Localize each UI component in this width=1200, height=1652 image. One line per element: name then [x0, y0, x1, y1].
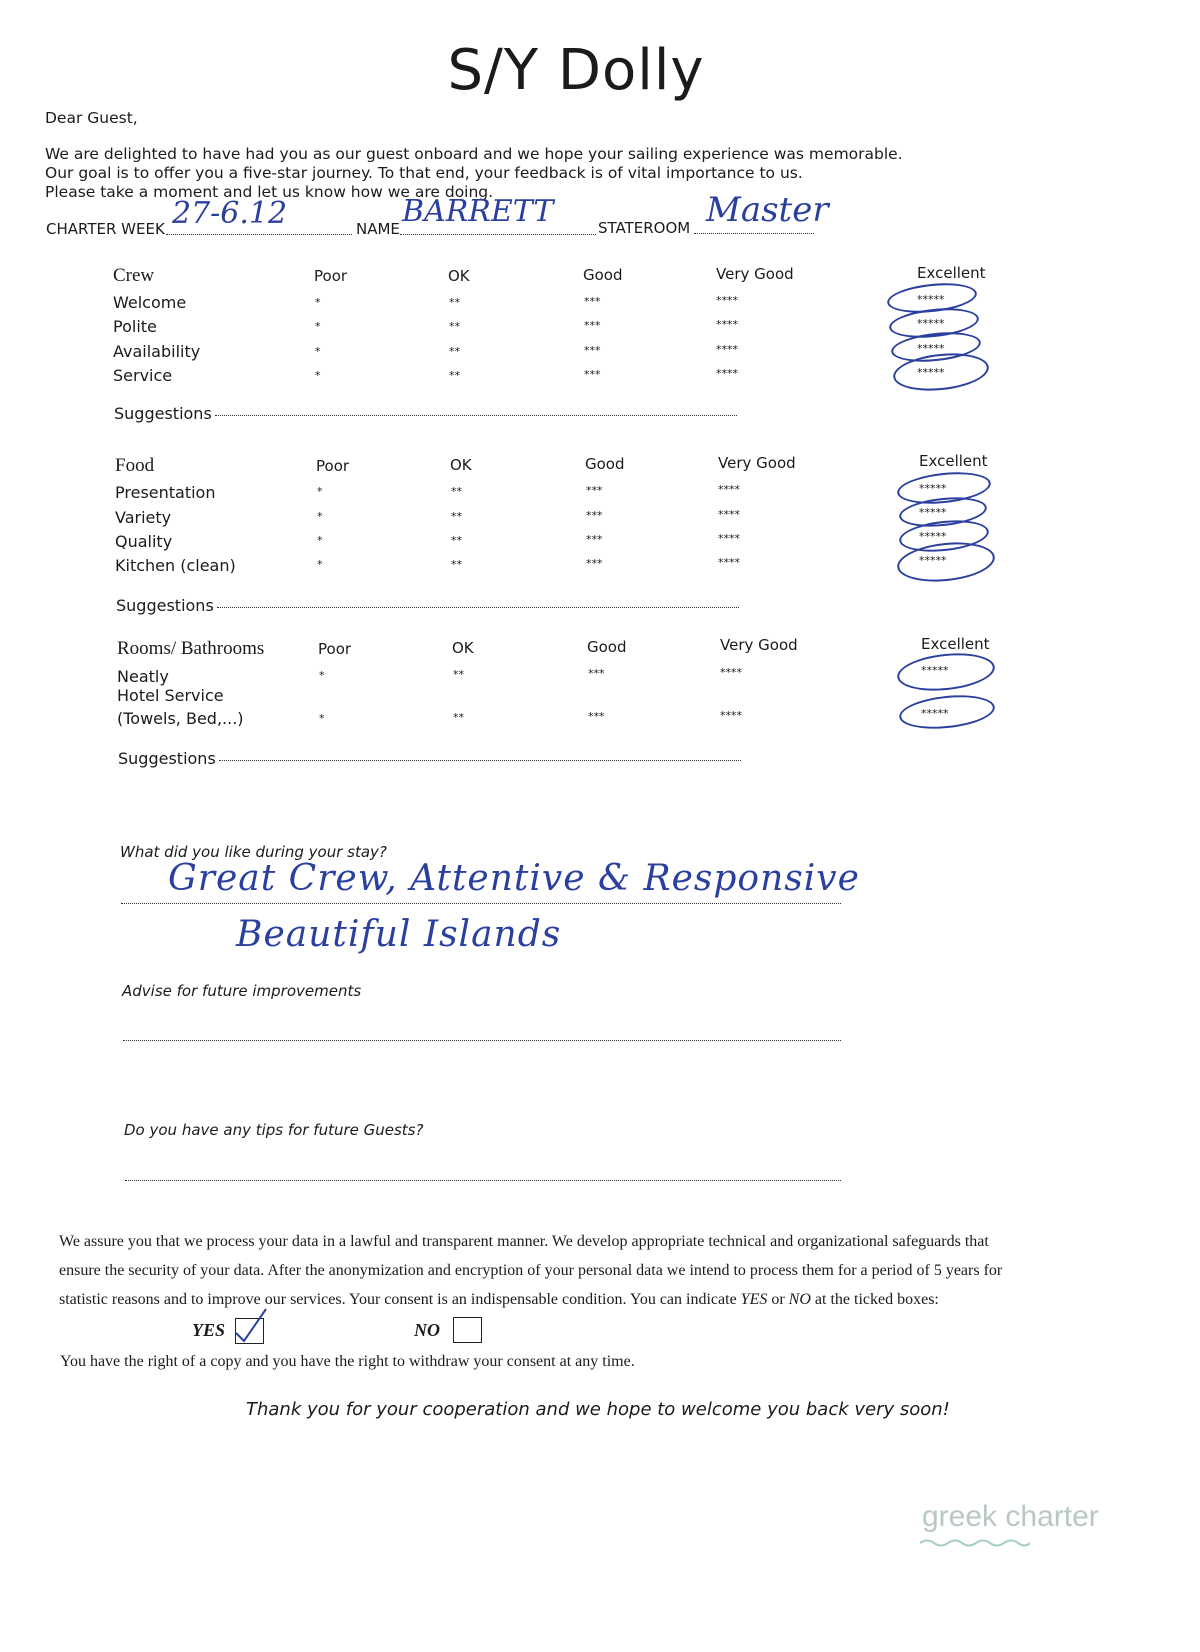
rating-poor[interactable]: * — [319, 712, 325, 725]
row-label: Quality — [115, 532, 173, 551]
rating-poor[interactable]: * — [317, 534, 323, 547]
col-very-good: Very Good — [720, 636, 798, 654]
rating-very-good[interactable]: **** — [716, 318, 738, 331]
yes-checkbox[interactable] — [235, 1318, 264, 1344]
rating-good[interactable]: *** — [584, 368, 601, 381]
rating-ok[interactable]: ** — [449, 320, 460, 333]
suggestions-line[interactable] — [219, 760, 741, 761]
col-good: Good — [583, 266, 623, 284]
rating-excellent[interactable]: ***** — [917, 342, 945, 355]
rating-ok[interactable]: ** — [453, 668, 464, 681]
rating-poor[interactable]: * — [317, 510, 323, 523]
stateroom-value[interactable]: Master — [706, 190, 829, 230]
name-label: NAME — [356, 220, 400, 238]
rating-good[interactable]: *** — [586, 484, 603, 497]
liked-answer-line-1[interactable]: Great Crew, Attentive & Responsive — [168, 858, 860, 899]
rating-ok[interactable]: ** — [451, 485, 462, 498]
intro-line-2: Our goal is to offer you a five-star journey. To that end, your feedback is of vital importance to us. — [45, 164, 803, 182]
consent-or-word: or — [771, 1291, 785, 1308]
rating-excellent[interactable]: ***** — [919, 554, 947, 567]
col-very-good: Very Good — [718, 454, 796, 472]
rating-very-good[interactable]: **** — [718, 508, 740, 521]
rating-very-good[interactable]: **** — [718, 556, 740, 569]
col-good: Good — [587, 638, 627, 656]
col-excellent: Excellent — [921, 635, 990, 653]
stateroom-label: STATEROOM — [598, 219, 691, 237]
section-title: Food — [115, 455, 155, 476]
wave-icon — [920, 1538, 1030, 1548]
rating-good[interactable]: *** — [586, 509, 603, 522]
col-good: Good — [585, 455, 625, 473]
col-very-good: Very Good — [716, 265, 794, 283]
suggestions-label: Suggestions — [114, 404, 212, 423]
consent-line-1: We assure you that we process your data in a lawful and transparent manner. We develop appropriate technical and organizational safeguards that — [59, 1233, 989, 1250]
rating-good[interactable]: *** — [588, 710, 605, 723]
suggestions-label: Suggestions — [116, 596, 214, 615]
no-checkbox[interactable] — [453, 1317, 482, 1343]
liked-answer-line — [121, 903, 841, 904]
col-poor: Poor — [316, 457, 350, 475]
rating-good[interactable]: *** — [586, 557, 603, 570]
row-label: Service — [113, 366, 173, 385]
suggestions-line[interactable] — [215, 415, 737, 416]
intro-line-3: Please take a moment and let us know how we are doing. — [45, 183, 494, 201]
rating-poor[interactable]: * — [315, 345, 321, 358]
rating-ok[interactable]: ** — [451, 558, 462, 571]
rating-ok[interactable]: ** — [453, 711, 464, 724]
rating-good[interactable]: *** — [584, 319, 601, 332]
charter-week-value[interactable]: 27-6.12 — [172, 196, 288, 231]
closing-message: Thank you for your cooperation and we hope to welcome you back very soon! — [246, 1399, 950, 1420]
row-label: Kitchen (clean) — [115, 556, 236, 575]
rating-poor[interactable]: * — [315, 369, 321, 382]
section-title: Crew — [113, 265, 155, 286]
rating-very-good[interactable]: **** — [720, 709, 742, 722]
form-title: S/Y Dolly — [447, 38, 705, 103]
rating-good[interactable]: *** — [588, 667, 605, 680]
consent-yes-word: YES — [740, 1291, 768, 1308]
row-label: Availability — [113, 342, 201, 361]
tips-question: Do you have any tips for future Guests? — [124, 1121, 424, 1139]
rating-excellent[interactable]: ***** — [917, 317, 945, 330]
suggestions-label: Suggestions — [118, 749, 216, 768]
rating-ok[interactable]: ** — [451, 510, 462, 523]
rating-very-good[interactable]: **** — [720, 666, 742, 679]
rating-excellent[interactable]: ***** — [919, 482, 947, 495]
col-poor: Poor — [318, 640, 352, 658]
section-title: Rooms/ Bathrooms — [117, 638, 265, 659]
col-ok: OK — [452, 639, 474, 657]
rating-excellent[interactable]: ***** — [921, 707, 949, 720]
watermark: greek charter — [922, 1500, 1099, 1533]
rating-poor[interactable]: * — [319, 669, 325, 682]
selection-circle — [895, 649, 996, 695]
liked-answer-line-2[interactable]: Beautiful Islands — [236, 914, 562, 955]
no-label: NO — [414, 1320, 440, 1340]
consent-rights: You have the right of a copy and you have the right to withdraw your consent at any time. — [60, 1353, 635, 1370]
rating-excellent[interactable]: ***** — [917, 366, 945, 379]
rating-ok[interactable]: ** — [449, 369, 460, 382]
row-label: Variety — [115, 508, 172, 527]
charter-week-label: CHARTER WEEK — [46, 220, 165, 238]
rating-poor[interactable]: * — [317, 558, 323, 571]
greeting: Dear Guest, — [45, 109, 138, 127]
row-label: Hotel Service — [117, 686, 224, 705]
rating-very-good[interactable]: **** — [718, 483, 740, 496]
rating-good[interactable]: *** — [586, 533, 603, 546]
name-value[interactable]: BARRETT — [402, 194, 554, 229]
checkmark-icon — [232, 1307, 272, 1343]
consent-line-2: ensure the security of your data. After the anonymization and encryption of your personal data we intend to process them for a period of 5 years for — [59, 1262, 1003, 1279]
rating-ok[interactable]: ** — [449, 296, 460, 309]
col-poor: Poor — [314, 267, 348, 285]
col-ok: OK — [450, 456, 472, 474]
row-label: Polite — [113, 317, 157, 336]
charter-week-line — [166, 234, 352, 235]
row-label: Welcome — [113, 293, 187, 312]
col-excellent: Excellent — [919, 452, 988, 470]
rating-ok[interactable]: ** — [451, 534, 462, 547]
rating-excellent[interactable]: ***** — [919, 530, 947, 543]
row-label: Presentation — [115, 483, 216, 502]
liked-question: What did you like during your stay? — [120, 843, 387, 861]
rating-very-good[interactable]: **** — [716, 367, 738, 380]
rating-very-good[interactable]: **** — [716, 343, 738, 356]
consent-line-3-b: at the ticked boxes: — [814, 1291, 939, 1308]
rating-poor[interactable]: * — [315, 320, 321, 333]
rating-excellent[interactable]: ***** — [921, 664, 949, 677]
rating-poor[interactable]: * — [315, 296, 321, 309]
row-label-sub: (Towels, Bed,...) — [117, 709, 244, 728]
suggestions-line[interactable] — [217, 607, 739, 608]
improve-answer-line[interactable] — [123, 1040, 841, 1041]
rating-good[interactable]: *** — [584, 344, 601, 357]
improve-question: Advise for future improvements — [122, 982, 362, 1000]
rating-very-good[interactable]: **** — [718, 532, 740, 545]
selection-circle — [898, 691, 997, 733]
rating-excellent[interactable]: ***** — [919, 506, 947, 519]
consent-line-3-a: statistic reasons and to improve our services. Your consent is an indispensable condition. You can indicate — [59, 1291, 737, 1308]
yes-label: YES — [192, 1320, 226, 1340]
rating-good[interactable]: *** — [584, 295, 601, 308]
consent-no-word: NO — [788, 1291, 811, 1308]
col-ok: OK — [448, 267, 470, 285]
rating-excellent[interactable]: ***** — [917, 293, 945, 306]
stateroom-line — [694, 233, 814, 234]
row-label: Neatly — [117, 667, 169, 686]
name-line — [400, 234, 596, 235]
col-excellent: Excellent — [917, 264, 986, 282]
tips-answer-line[interactable] — [125, 1180, 841, 1181]
consent-line-3 — [59, 1284, 1069, 1316]
rating-ok[interactable]: ** — [449, 345, 460, 358]
intro-line-1: We are delighted to have had you as our guest onboard and we hope your sailing experience was memorable. — [45, 145, 903, 163]
rating-poor[interactable]: * — [317, 485, 323, 498]
rating-very-good[interactable]: **** — [716, 294, 738, 307]
